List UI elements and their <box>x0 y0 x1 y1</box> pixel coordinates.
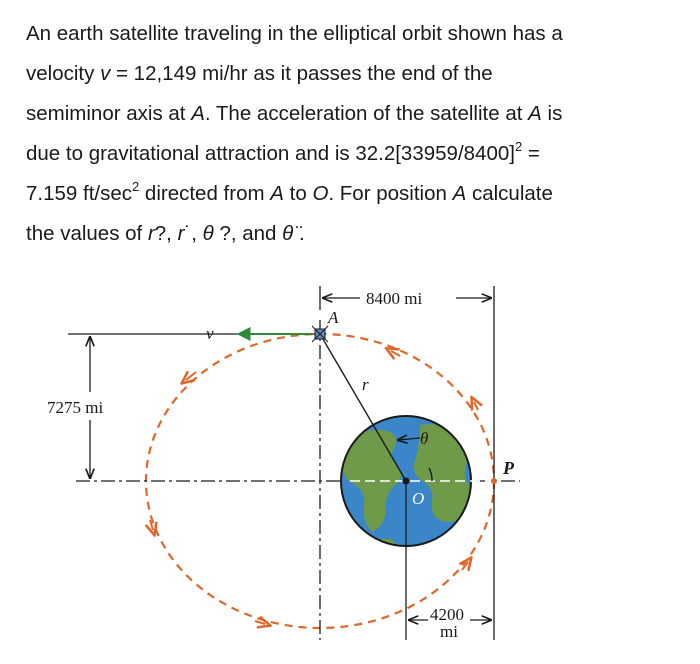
text: 7.159 ft/sec <box>26 182 132 205</box>
dimension-8400 <box>320 286 494 310</box>
text: velocity <box>26 62 101 85</box>
var-r-dot: r <box>177 222 185 245</box>
dimension-4200-label-bottom: mi <box>440 622 458 641</box>
label-r: r <box>362 375 369 394</box>
superscript: 2 <box>514 139 523 154</box>
text: to <box>283 182 313 205</box>
var-A: A <box>270 182 284 205</box>
text: directed from <box>139 182 271 205</box>
label-A: A <box>328 308 339 327</box>
dimension-7275 <box>47 334 318 478</box>
dimension-4200 <box>409 605 491 641</box>
dimension-4200-label-top: 4200 <box>430 605 464 624</box>
var-r: r <box>147 222 155 245</box>
var-A: A <box>452 182 467 205</box>
var-A: A <box>528 102 542 125</box>
text: An earth satellite traveling in the elliptical orbit shown has a <box>26 22 563 45</box>
text: . The acceleration of the satellite at <box>204 102 529 125</box>
text: calculate <box>466 182 553 205</box>
label-v: v <box>206 324 214 343</box>
label-O: O <box>412 489 425 508</box>
var-theta-ddot: θ <box>282 222 294 245</box>
label-P: P <box>503 458 514 478</box>
dimension-7275-label: 7275 mi <box>47 398 104 417</box>
label-theta: θ <box>420 429 429 448</box>
earth-globe <box>341 416 475 558</box>
var-theta: θ <box>202 222 214 245</box>
text: ̈. <box>293 222 305 245</box>
text: due to gravitational attraction and is 32.2[33959/8400] <box>26 142 515 165</box>
superscript: 2 <box>131 179 140 194</box>
perigee-point <box>491 478 497 484</box>
text: ˙, <box>184 222 203 245</box>
text: ?, and <box>213 222 283 245</box>
text: semiminor axis at <box>26 102 192 125</box>
text: is <box>541 102 563 125</box>
var-v: v <box>100 62 111 85</box>
text: . For position <box>328 182 453 205</box>
text: ?, <box>154 222 178 245</box>
text: = 12,149 mi/hr as it passes the end of the <box>110 62 493 85</box>
text: the values of <box>26 222 148 245</box>
focus-point <box>403 478 410 485</box>
var-O: O <box>312 182 329 205</box>
dimension-8400-label: 8400 mi <box>366 289 423 308</box>
text: = <box>522 142 540 165</box>
var-A: A <box>191 102 205 125</box>
